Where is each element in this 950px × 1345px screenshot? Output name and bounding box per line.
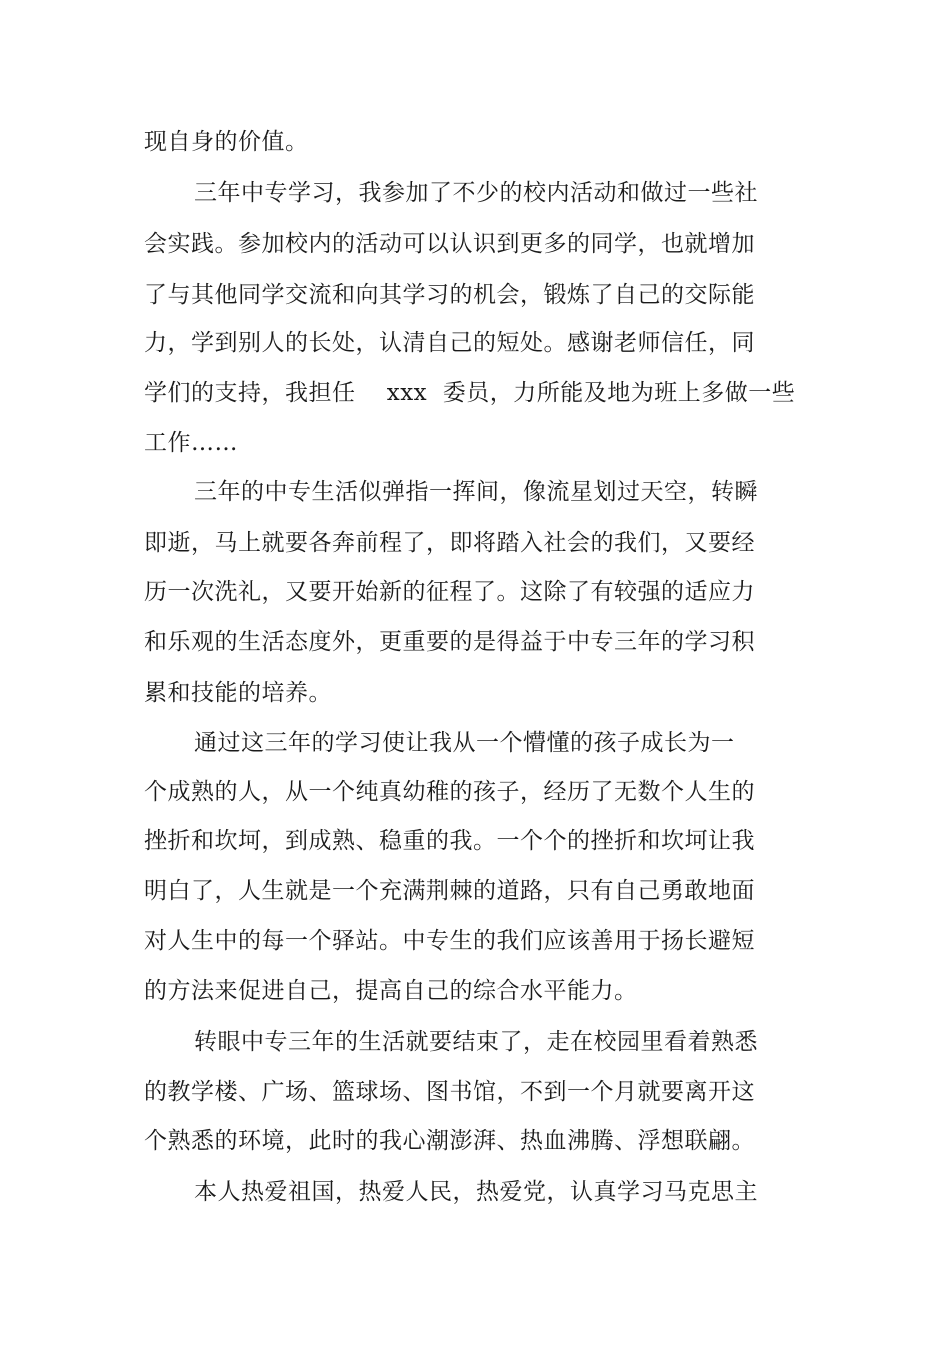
text-line: 工作……: [144, 430, 238, 456]
paragraph-start-line: 本人热爱祖国，热爱人民，热爱党，认真学习马克思主: [194, 1179, 758, 1205]
text-line: 对人生中的每一个驿站。中专生的我们应该善用于扬长避短: [144, 928, 755, 954]
paragraph-start-line: 三年中专学习，我参加了不少的校内活动和做过一些社: [194, 180, 758, 206]
text-line: 和乐观的生活态度外，更重要的是得益于中专三年的学习积: [144, 629, 755, 655]
paragraph-start-line: 三年的中专生活似弹指一挥间，像流星划过天空，转瞬: [194, 479, 758, 505]
text-line: 历一次洗礼，又要开始新的征程了。这除了有较强的适应力: [144, 579, 755, 605]
text-line: 会实践。参加校内的活动可以认识到更多的同学，也就增加: [144, 231, 755, 257]
text-line: 现自身的价值。: [144, 129, 309, 155]
text-line: 学们的支持，我担任 xxx 委员，力所能及地为班上多做一些: [144, 380, 796, 406]
text-line: 即逝，马上就要各奔前程了，即将踏入社会的我们，又要经: [144, 530, 755, 556]
text-line: 的方法来促进自己，提高自己的综合水平能力。: [144, 978, 638, 1004]
text-line: 了与其他同学交流和向其学习的机会，锻炼了自己的交际能: [144, 282, 755, 308]
paragraph-start-line: 转眼中专三年的生活就要结束了，走在校园里看着熟悉: [194, 1029, 758, 1055]
text-line: 挫折和坎坷，到成熟、稳重的我。一个个的挫折和坎坷让我: [144, 828, 755, 854]
text-line: 个熟悉的环境，此时的我心潮澎湃、热血沸腾、浮想联翩。: [144, 1128, 755, 1154]
text-line: 力，学到别人的长处，认清自己的短处。感谢老师信任，同: [144, 330, 755, 356]
text-line: 的教学楼、广场、篮球场、图书馆，不到一个月就要离开这: [144, 1079, 755, 1105]
text-line: 累和技能的培养。: [144, 680, 332, 706]
paragraph-start-line: 通过这三年的学习使让我从一个懵懂的孩子成长为一: [194, 730, 735, 756]
text-line: 明白了，人生就是一个充满荆棘的道路，只有自己勇敢地面: [144, 878, 755, 904]
text-line: 个成熟的人，从一个纯真幼稚的孩子，经历了无数个人生的: [144, 779, 755, 805]
